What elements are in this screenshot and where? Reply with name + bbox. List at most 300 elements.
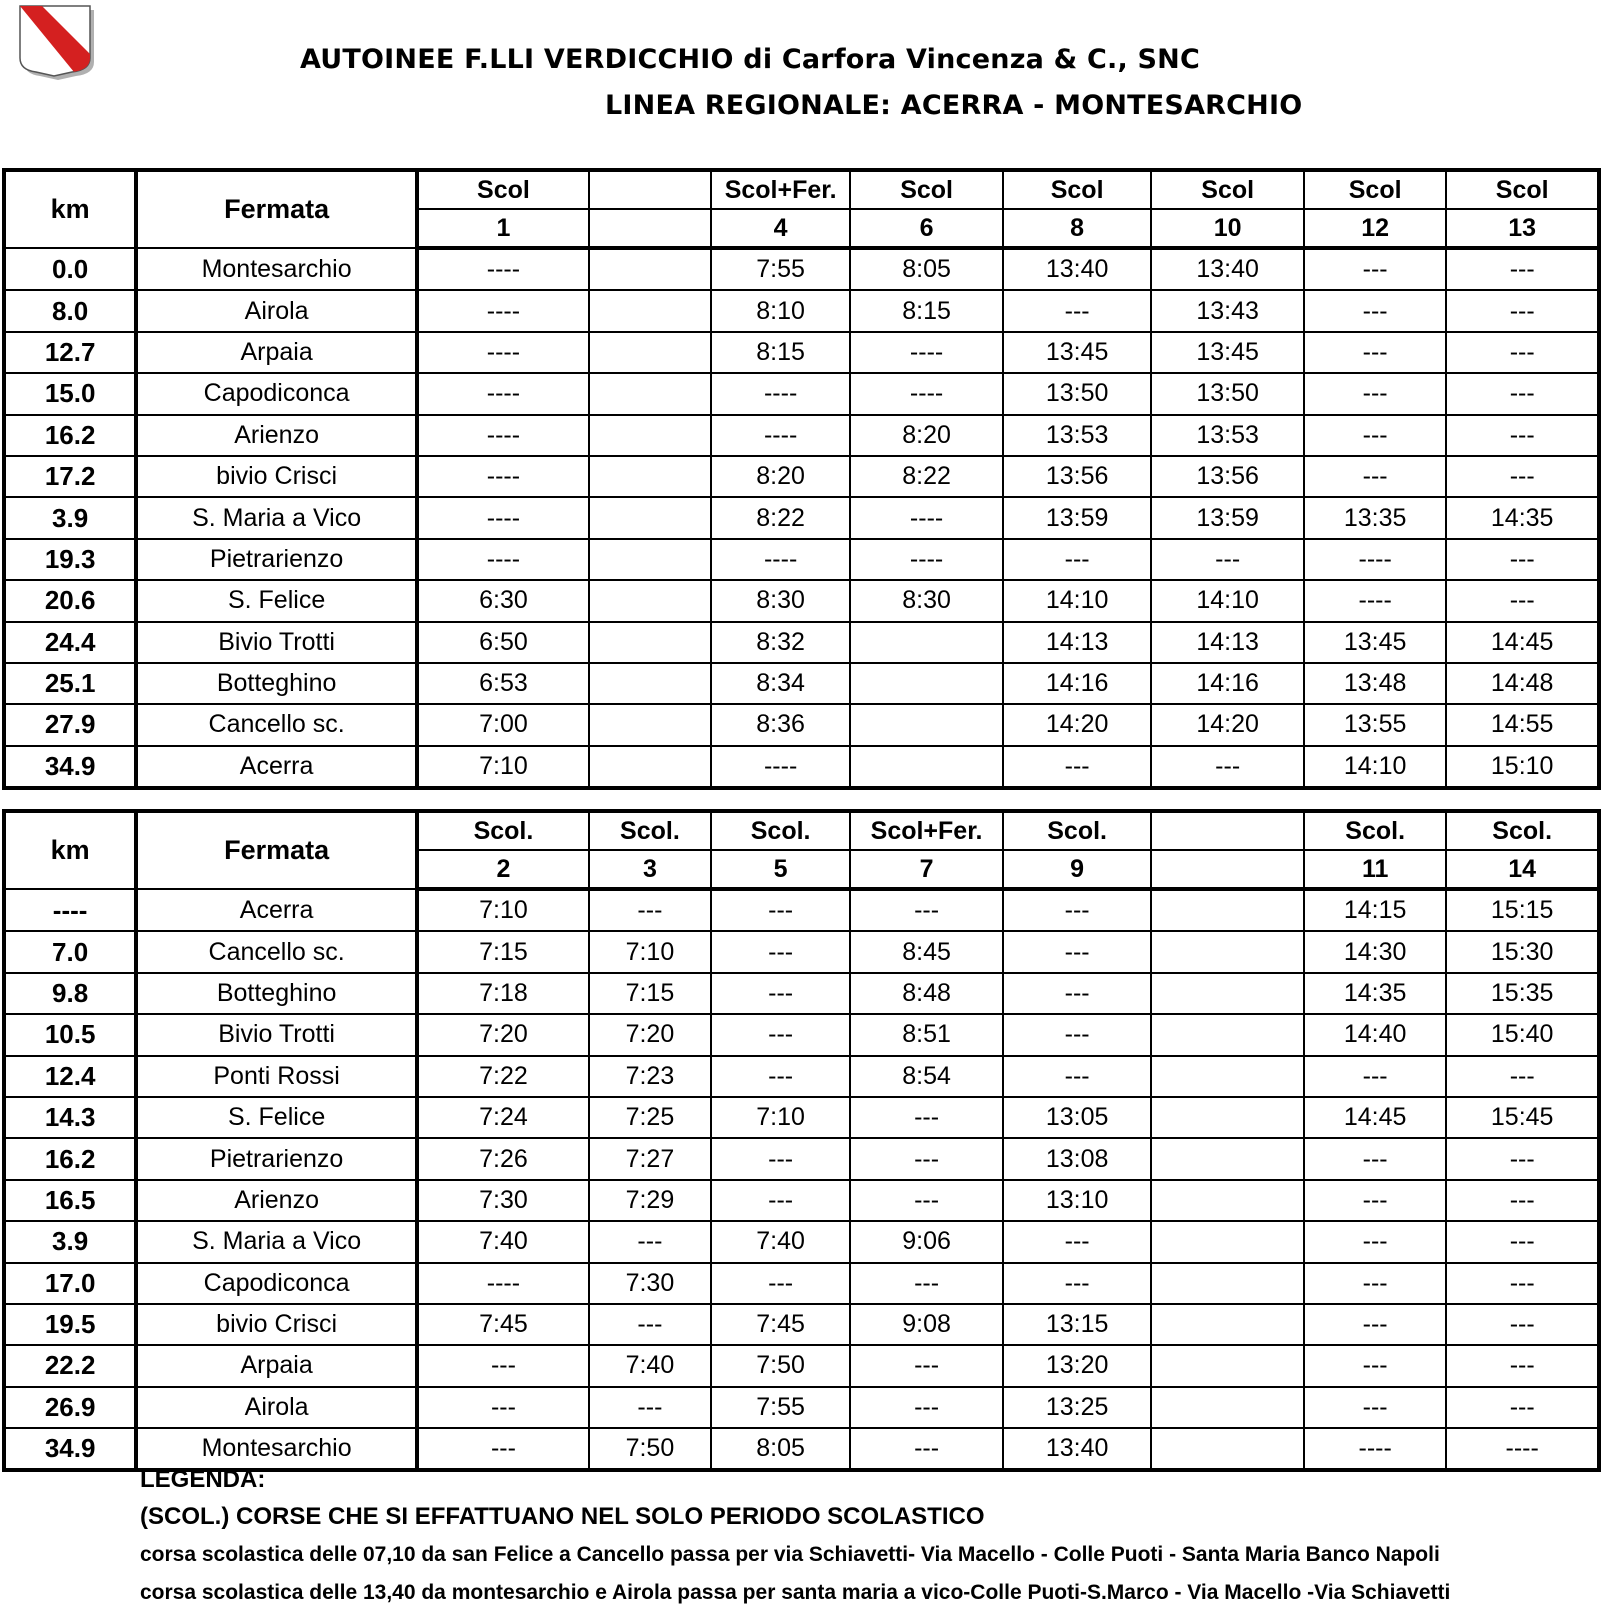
stop-name-cell: Arpaia: [136, 1345, 417, 1386]
time-cell: [589, 704, 711, 745]
service-type-header: Scol: [1003, 170, 1152, 209]
run-number-header: 2: [417, 850, 589, 889]
time-cell: 7:45: [711, 1304, 850, 1345]
table-row: [4, 456, 1599, 497]
time-cell: ---: [1003, 889, 1152, 931]
time-cell: 8:30: [711, 580, 850, 621]
time-cell: 7:10: [711, 1097, 850, 1138]
km-cell: 16.5: [4, 1180, 136, 1221]
table-row: [4, 497, 1599, 538]
time-cell: ---: [1304, 1056, 1446, 1097]
time-cell: 13:20: [1003, 1345, 1152, 1386]
time-cell: 13:40: [1003, 1428, 1152, 1470]
time-cell: 8:30: [850, 580, 1003, 621]
time-cell: 7:15: [589, 973, 711, 1014]
time-cell: ---: [1304, 456, 1446, 497]
km-cell: 20.6: [4, 580, 136, 621]
time-cell: 8:45: [850, 931, 1003, 972]
time-cell: 8:22: [850, 456, 1003, 497]
time-cell: ---: [1446, 332, 1599, 373]
time-cell: [1151, 1097, 1304, 1138]
time-cell: ---: [417, 1428, 589, 1470]
time-cell: 7:24: [417, 1097, 589, 1138]
time-cell: ---: [850, 1263, 1003, 1304]
time-cell: ---: [850, 889, 1003, 931]
km-cell: 15.0: [4, 373, 136, 414]
table-row: [4, 746, 1599, 788]
time-cell: 15:15: [1446, 889, 1599, 931]
time-cell: 7:15: [417, 931, 589, 972]
time-cell: 6:53: [417, 663, 589, 704]
km-column-header: km: [4, 170, 136, 248]
km-cell: 9.8: [4, 973, 136, 1014]
time-cell: 14:45: [1304, 1097, 1446, 1138]
company-title: AUTOINEE F.LLI VERDICCHIO di Carfora Vincenza & C., SNC: [300, 44, 1200, 75]
km-cell: 19.3: [4, 539, 136, 580]
table-row: [4, 889, 1599, 931]
table-row: [4, 973, 1599, 1014]
km-cell: 0.0: [4, 248, 136, 290]
time-cell: 15:30: [1446, 931, 1599, 972]
service-type-header: Scol.: [1446, 811, 1599, 850]
run-number-header: 8: [1003, 209, 1152, 248]
run-number-header: 4: [711, 209, 850, 248]
stop-name-cell: Montesarchio: [136, 1428, 417, 1470]
time-cell: 14:35: [1304, 973, 1446, 1014]
time-cell: 14:30: [1304, 931, 1446, 972]
time-cell: 15:10: [1446, 746, 1599, 788]
time-cell: [589, 580, 711, 621]
service-type-header: Scol.: [711, 811, 850, 850]
time-cell: ----: [417, 456, 589, 497]
km-cell: 27.9: [4, 704, 136, 745]
time-cell: 13:45: [1151, 332, 1304, 373]
time-cell: 7:55: [711, 248, 850, 290]
km-cell: 34.9: [4, 1428, 136, 1470]
time-cell: ---: [1151, 746, 1304, 788]
time-cell: 14:40: [1304, 1014, 1446, 1055]
time-cell: 8:22: [711, 497, 850, 538]
time-cell: 15:40: [1446, 1014, 1599, 1055]
time-cell: ---: [1446, 1138, 1599, 1179]
time-cell: 7:40: [711, 1221, 850, 1262]
run-number-header: 9: [1003, 850, 1152, 889]
legend-note: corsa scolastica delle 07,10 da san Felice a Cancello passa per via Schiavetti- Via Macello - Colle Puoti - Santa Maria Banco Napoli: [140, 1543, 1440, 1566]
time-cell: ---: [1151, 539, 1304, 580]
time-cell: [1151, 1180, 1304, 1221]
time-cell: ---: [1446, 580, 1599, 621]
time-cell: 7:26: [417, 1138, 589, 1179]
km-cell: 3.9: [4, 497, 136, 538]
time-cell: ---: [1304, 1387, 1446, 1428]
time-cell: ----: [417, 290, 589, 331]
time-cell: 15:35: [1446, 973, 1599, 1014]
time-cell: ----: [417, 539, 589, 580]
time-cell: ---: [1003, 539, 1152, 580]
table-row: [4, 248, 1599, 290]
time-cell: ----: [1304, 580, 1446, 621]
time-cell: ---: [1304, 248, 1446, 290]
time-cell: ---: [1003, 1263, 1152, 1304]
run-number-header: 10: [1151, 209, 1304, 248]
time-cell: [589, 539, 711, 580]
service-type-header: Scol: [417, 170, 589, 209]
stop-name-cell: Acerra: [136, 889, 417, 931]
time-cell: ---: [1446, 1387, 1599, 1428]
time-cell: 8:20: [711, 456, 850, 497]
time-cell: 7:40: [589, 1345, 711, 1386]
time-cell: ---: [850, 1180, 1003, 1221]
table-row: [4, 704, 1599, 745]
km-cell: 19.5: [4, 1304, 136, 1345]
time-cell: ---: [850, 1097, 1003, 1138]
legend: [140, 1462, 1450, 1612]
time-cell: 7:18: [417, 973, 589, 1014]
time-cell: 8:34: [711, 663, 850, 704]
time-cell: [850, 746, 1003, 788]
time-cell: 14:10: [1304, 746, 1446, 788]
time-cell: [589, 622, 711, 663]
run-number-header: 6: [850, 209, 1003, 248]
time-cell: [1151, 1138, 1304, 1179]
time-cell: ---: [1304, 373, 1446, 414]
time-cell: ---: [711, 1180, 850, 1221]
time-cell: 7:30: [589, 1263, 711, 1304]
time-cell: 7:10: [417, 889, 589, 931]
stop-name-cell: Arienzo: [136, 415, 417, 456]
time-cell: ----: [711, 373, 850, 414]
time-cell: [850, 704, 1003, 745]
time-cell: ---: [1003, 290, 1152, 331]
time-cell: 14:16: [1151, 663, 1304, 704]
time-cell: 14:13: [1003, 622, 1152, 663]
stop-name-cell: Pietrarienzo: [136, 1138, 417, 1179]
table-row: [4, 1221, 1599, 1262]
time-cell: ----: [417, 248, 589, 290]
time-cell: 14:20: [1151, 704, 1304, 745]
time-cell: 13:50: [1151, 373, 1304, 414]
legend-note: corsa scolastica delle 13,40 da montesarchio e Airola passa per santa maria a vico-Colle Puoti-S.Marco - Via Macello -Via Schiavetti: [140, 1581, 1451, 1604]
time-cell: ---: [589, 1221, 711, 1262]
time-cell: ---: [1003, 1056, 1152, 1097]
time-cell: ---: [1304, 290, 1446, 331]
time-cell: 13:48: [1304, 663, 1446, 704]
time-cell: ---: [1304, 1345, 1446, 1386]
time-cell: [589, 497, 711, 538]
time-cell: ----: [711, 539, 850, 580]
time-cell: 13:53: [1151, 415, 1304, 456]
km-cell: 26.9: [4, 1387, 136, 1428]
table-row: [4, 580, 1599, 621]
stop-name-cell: Acerra: [136, 746, 417, 788]
km-cell: 7.0: [4, 931, 136, 972]
time-cell: 8:20: [850, 415, 1003, 456]
service-type-header: [1151, 811, 1304, 850]
km-cell: 14.3: [4, 1097, 136, 1138]
run-number-header: 5: [711, 850, 850, 889]
time-cell: [1151, 973, 1304, 1014]
time-cell: 14:15: [1304, 889, 1446, 931]
service-type-header: Scol+Fer.: [850, 811, 1003, 850]
time-cell: 8:36: [711, 704, 850, 745]
table-row: [4, 332, 1599, 373]
time-cell: ---: [1446, 456, 1599, 497]
time-cell: ---: [711, 931, 850, 972]
stop-name-cell: Botteghino: [136, 973, 417, 1014]
time-cell: 8:05: [711, 1428, 850, 1470]
time-cell: 7:00: [417, 704, 589, 745]
time-cell: 13:40: [1151, 248, 1304, 290]
time-cell: 9:06: [850, 1221, 1003, 1262]
time-cell: 7:50: [589, 1428, 711, 1470]
legend-scol-note: (SCOL.) CORSE CHE SI EFFATTUANO NEL SOLO PERIODO SCOLASTICO: [140, 1503, 985, 1530]
km-cell: 12.7: [4, 332, 136, 373]
time-cell: 13:10: [1003, 1180, 1152, 1221]
time-cell: 13:05: [1003, 1097, 1152, 1138]
time-cell: 8:51: [850, 1014, 1003, 1055]
time-cell: ---: [711, 889, 850, 931]
stop-name-cell: Ponti Rossi: [136, 1056, 417, 1097]
time-cell: ---: [1304, 1304, 1446, 1345]
time-cell: ---: [1446, 539, 1599, 580]
stop-name-cell: Pietrarienzo: [136, 539, 417, 580]
time-cell: 13:56: [1003, 456, 1152, 497]
time-cell: [1151, 931, 1304, 972]
stop-name-cell: Bivio Trotti: [136, 1014, 417, 1055]
time-cell: ---: [711, 1263, 850, 1304]
time-cell: [589, 456, 711, 497]
service-type-header: Scol: [1304, 170, 1446, 209]
time-cell: ----: [1304, 539, 1446, 580]
table-row: [4, 1138, 1599, 1179]
time-cell: 7:22: [417, 1056, 589, 1097]
time-cell: 8:15: [711, 332, 850, 373]
table-row: [4, 1180, 1599, 1221]
time-cell: ---: [1304, 1180, 1446, 1221]
time-cell: [1151, 1304, 1304, 1345]
run-number-header: 14: [1446, 850, 1599, 889]
time-cell: 7:23: [589, 1056, 711, 1097]
time-cell: ---: [850, 1345, 1003, 1386]
table-row: [4, 373, 1599, 414]
table-row: [4, 415, 1599, 456]
time-cell: 14:10: [1151, 580, 1304, 621]
table-row: [4, 1014, 1599, 1055]
time-cell: ---: [850, 1138, 1003, 1179]
time-cell: ---: [1003, 973, 1152, 1014]
stop-name-cell: Cancello sc.: [136, 931, 417, 972]
run-number-header: 12: [1304, 209, 1446, 248]
run-number-header: 3: [589, 850, 711, 889]
time-cell: ----: [417, 497, 589, 538]
service-type-header: Scol+Fer.: [711, 170, 850, 209]
stop-column-header: Fermata: [136, 811, 417, 889]
time-cell: ----: [711, 746, 850, 788]
line-title: LINEA REGIONALE: ACERRA - MONTESARCHIO: [605, 90, 1303, 121]
stop-column-header: Fermata: [136, 170, 417, 248]
km-cell: 34.9: [4, 746, 136, 788]
time-cell: 14:13: [1151, 622, 1304, 663]
time-cell: 13:45: [1003, 332, 1152, 373]
service-type-header: Scol.: [589, 811, 711, 850]
stop-name-cell: Airola: [136, 290, 417, 331]
time-cell: ----: [417, 332, 589, 373]
time-cell: [1151, 1387, 1304, 1428]
time-cell: ---: [1446, 248, 1599, 290]
km-cell: 17.2: [4, 456, 136, 497]
time-cell: ---: [711, 1056, 850, 1097]
table-row: [4, 931, 1599, 972]
time-cell: 9:08: [850, 1304, 1003, 1345]
time-cell: ----: [850, 539, 1003, 580]
time-cell: 14:10: [1003, 580, 1152, 621]
km-cell: 10.5: [4, 1014, 136, 1055]
stop-name-cell: Montesarchio: [136, 248, 417, 290]
time-cell: ---: [1304, 415, 1446, 456]
timetable-montesarchio-acerra: [2, 168, 1601, 790]
time-cell: ---: [589, 889, 711, 931]
time-cell: 13:59: [1151, 497, 1304, 538]
time-cell: 7:40: [417, 1221, 589, 1262]
time-cell: [589, 248, 711, 290]
time-cell: 7:29: [589, 1180, 711, 1221]
time-cell: ---: [1446, 1345, 1599, 1386]
time-cell: 6:50: [417, 622, 589, 663]
stop-name-cell: Cancello sc.: [136, 704, 417, 745]
time-cell: ---: [589, 1387, 711, 1428]
time-cell: 13:55: [1304, 704, 1446, 745]
time-cell: ---: [1446, 1263, 1599, 1304]
time-cell: 8:48: [850, 973, 1003, 1014]
timetable-acerra-montesarchio: [2, 809, 1601, 1472]
service-type-header: [589, 170, 711, 209]
time-cell: [589, 332, 711, 373]
km-cell: 24.4: [4, 622, 136, 663]
time-cell: 8:54: [850, 1056, 1003, 1097]
run-number-header: 13: [1446, 209, 1599, 248]
time-cell: ---: [1446, 290, 1599, 331]
run-number-header: [589, 209, 711, 248]
km-column-header: km: [4, 811, 136, 889]
km-cell: ----: [4, 889, 136, 931]
run-number-header: 11: [1304, 850, 1446, 889]
stop-name-cell: S. Felice: [136, 1097, 417, 1138]
time-cell: 13:08: [1003, 1138, 1152, 1179]
service-type-header: Scol.: [1003, 811, 1152, 850]
region-coat-of-arms-logo: [18, 4, 98, 84]
time-cell: [589, 415, 711, 456]
time-cell: ---: [1446, 1221, 1599, 1262]
time-cell: 8:15: [850, 290, 1003, 331]
time-cell: 7:20: [417, 1014, 589, 1055]
time-cell: ----: [1304, 1428, 1446, 1470]
time-cell: ---: [850, 1428, 1003, 1470]
time-cell: 14:16: [1003, 663, 1152, 704]
time-cell: 7:25: [589, 1097, 711, 1138]
time-cell: 13:56: [1151, 456, 1304, 497]
table-row: [4, 663, 1599, 704]
time-cell: ---: [1003, 931, 1152, 972]
time-cell: ---: [1003, 746, 1152, 788]
time-cell: 7:10: [417, 746, 589, 788]
time-cell: ---: [711, 973, 850, 1014]
time-cell: 14:48: [1446, 663, 1599, 704]
time-cell: [1151, 889, 1304, 931]
time-cell: [1151, 1014, 1304, 1055]
stop-name-cell: Bivio Trotti: [136, 622, 417, 663]
time-cell: ----: [417, 373, 589, 414]
time-cell: ----: [711, 415, 850, 456]
time-cell: ----: [417, 415, 589, 456]
time-cell: 13:35: [1304, 497, 1446, 538]
table-row: [4, 1097, 1599, 1138]
time-cell: 7:55: [711, 1387, 850, 1428]
time-cell: ---: [1304, 1138, 1446, 1179]
time-cell: ---: [1304, 332, 1446, 373]
table-row: [4, 1345, 1599, 1386]
time-cell: 13:40: [1003, 248, 1152, 290]
time-cell: ---: [711, 1138, 850, 1179]
table-row: [4, 290, 1599, 331]
stop-name-cell: S. Maria a Vico: [136, 1221, 417, 1262]
km-cell: 16.2: [4, 1138, 136, 1179]
legend-title: LEGENDA:: [140, 1466, 266, 1493]
service-type-header: Scol.: [1304, 811, 1446, 850]
time-cell: 8:10: [711, 290, 850, 331]
service-type-header: Scol: [1446, 170, 1599, 209]
time-cell: ---: [1446, 1304, 1599, 1345]
time-cell: 7:20: [589, 1014, 711, 1055]
time-cell: 13:53: [1003, 415, 1152, 456]
time-cell: ----: [417, 1263, 589, 1304]
time-cell: [589, 746, 711, 788]
time-cell: 13:43: [1151, 290, 1304, 331]
time-cell: 13:59: [1003, 497, 1152, 538]
time-cell: ----: [850, 373, 1003, 414]
time-cell: ---: [1003, 1014, 1152, 1055]
time-cell: 15:45: [1446, 1097, 1599, 1138]
run-number-header: [1151, 850, 1304, 889]
service-type-header: Scol: [1151, 170, 1304, 209]
stop-name-cell: bivio Crisci: [136, 1304, 417, 1345]
time-cell: 7:30: [417, 1180, 589, 1221]
time-cell: ---: [1304, 1263, 1446, 1304]
km-cell: 17.0: [4, 1263, 136, 1304]
stop-name-cell: Botteghino: [136, 663, 417, 704]
time-cell: ---: [850, 1387, 1003, 1428]
table-row: [4, 539, 1599, 580]
stop-name-cell: Arienzo: [136, 1180, 417, 1221]
time-cell: 7:10: [589, 931, 711, 972]
service-type-header: Scol.: [417, 811, 589, 850]
header-row-service-type: [4, 170, 1599, 209]
header-row-service-type: [4, 811, 1599, 850]
time-cell: [1151, 1221, 1304, 1262]
time-cell: [1151, 1056, 1304, 1097]
service-type-header: Scol: [850, 170, 1003, 209]
time-cell: ----: [1446, 1428, 1599, 1470]
stop-name-cell: Capodiconca: [136, 1263, 417, 1304]
time-cell: [850, 663, 1003, 704]
time-cell: 7:50: [711, 1345, 850, 1386]
run-number-header: 7: [850, 850, 1003, 889]
stop-name-cell: Airola: [136, 1387, 417, 1428]
time-cell: 6:30: [417, 580, 589, 621]
time-cell: [589, 663, 711, 704]
table-row: [4, 1387, 1599, 1428]
km-cell: 12.4: [4, 1056, 136, 1097]
stop-name-cell: Capodiconca: [136, 373, 417, 414]
